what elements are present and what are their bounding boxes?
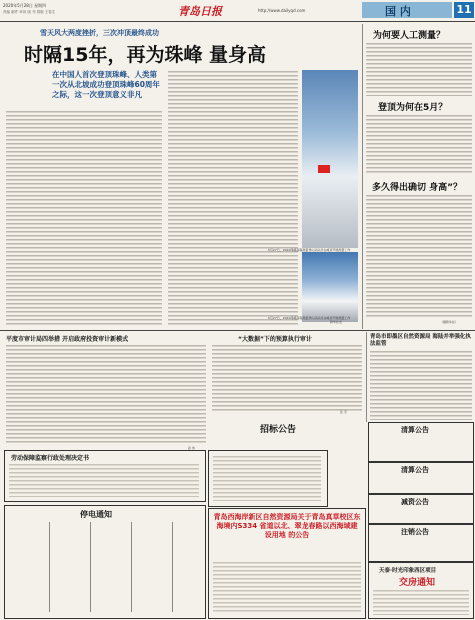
newspaper-url[interactable]: http://www.dailyqd.com [258, 8, 306, 13]
notice-tingdian [4, 505, 206, 619]
notice-jianzi-title: 减资公告 [401, 498, 429, 506]
right-heading-2: 登顶为何在5月？ [378, 103, 448, 113]
notice-tingdian-title: 停电通知 [80, 510, 112, 519]
notice-shipping-body [213, 455, 321, 501]
masthead-rule [0, 21, 475, 22]
section-rule-1 [0, 330, 475, 331]
notice-qingsuan-2 [368, 462, 474, 494]
lead-deck: 在中国人首次登顶珠峰、人类第一次从北坡成功登顶珠峰60周年之际，这一次登顶意义非凡 [52, 70, 160, 99]
article-right-title: 青岛市即墨区自然资源局 海陆并举强化执法监管 [370, 334, 471, 347]
photo-caption-2: 5月27日，2020珠峰高程测量登山队队员在峰顶开展测量工作 [268, 316, 351, 320]
notice-qingsuan-1-title: 清算公告 [401, 426, 429, 434]
article-left-body [6, 344, 206, 444]
photo-flag [318, 165, 330, 173]
photo-summit-2 [302, 252, 358, 322]
article-right-body [370, 350, 472, 420]
article-left-title: 平度市审计局四举措 开启政府投资审计新模式 [6, 336, 129, 343]
lead-kicker: 雪天风大两度挫折，三次冲顶最终成功 [40, 29, 159, 37]
notice-tianmei-body [373, 589, 469, 615]
lead-body-col1 [6, 110, 162, 325]
article-center-body [212, 344, 362, 412]
notice-xihai-title: 青岛西海岸新区自然资源局关于青岛真草校区东海境内S334 省道以北、翠龙春路以西海域建设用地 的公告 [213, 513, 361, 539]
notice-shipping [208, 450, 328, 507]
notice-qingsuan-1 [368, 422, 474, 462]
article-center-byline: 张 宇 [340, 410, 347, 414]
masthead-date: 2020年5月28日 星期四 [3, 3, 47, 8]
article-left-byline: 孙 伟 [188, 446, 195, 450]
right-heading-3: 多久得出确切 身高”？ [372, 183, 463, 193]
lead-title: 时隔15年，再为珠峰 量身高 [24, 44, 267, 66]
notice-xihai-body [213, 561, 361, 613]
notice-labor-title: 劳动保障监察行政处理决定书 [11, 455, 90, 462]
right-col-divider [362, 24, 363, 329]
notice-jianzi [368, 494, 474, 524]
notice-zhuxiao [368, 524, 474, 562]
notice-zhaopin-title: 招标公告 [260, 425, 297, 435]
notice-qingsuan-2-title: 清算公告 [401, 466, 429, 474]
lead-body-col2 [168, 70, 298, 325]
article-center-title: “大数据”下的预算执行审计 [238, 336, 312, 343]
notice-tianmei-title: 天泰·时光印象西区项目 [379, 568, 437, 574]
mid-divider [366, 332, 367, 422]
notice-labor-body [9, 463, 199, 497]
notice-labor [4, 450, 206, 502]
notice-tianmei-sub: 交房通知 [399, 578, 436, 588]
photo-caption-1: 5月27日，2020珠峰高程测量登山队队员在峰顶开展测量工作 [268, 248, 351, 252]
right-heading-1: 为何要人工测量？ [373, 31, 446, 41]
notice-tianmei [368, 562, 474, 619]
photo-summit-1 [302, 70, 358, 248]
masthead [0, 0, 475, 22]
notice-zhuxiao-title: 注销公告 [401, 528, 429, 536]
notice-xihai [208, 508, 366, 619]
right-body-1 [366, 42, 472, 96]
notice-tingdian-table [9, 522, 199, 612]
section-title: 国 内 [385, 5, 411, 18]
masthead-edition: 责编 邮件 审读 版 刊 排版 王春生 [3, 10, 56, 14]
photo-credit: 新华社发 [330, 320, 343, 324]
right-body-2 [366, 114, 472, 174]
page-number: 11 [454, 2, 474, 18]
newspaper-logo: 青岛日报 [178, 5, 222, 18]
notice-zhaopin [210, 422, 365, 450]
right-body-3 [366, 194, 472, 319]
right-byline: （据新华社） [440, 320, 459, 324]
